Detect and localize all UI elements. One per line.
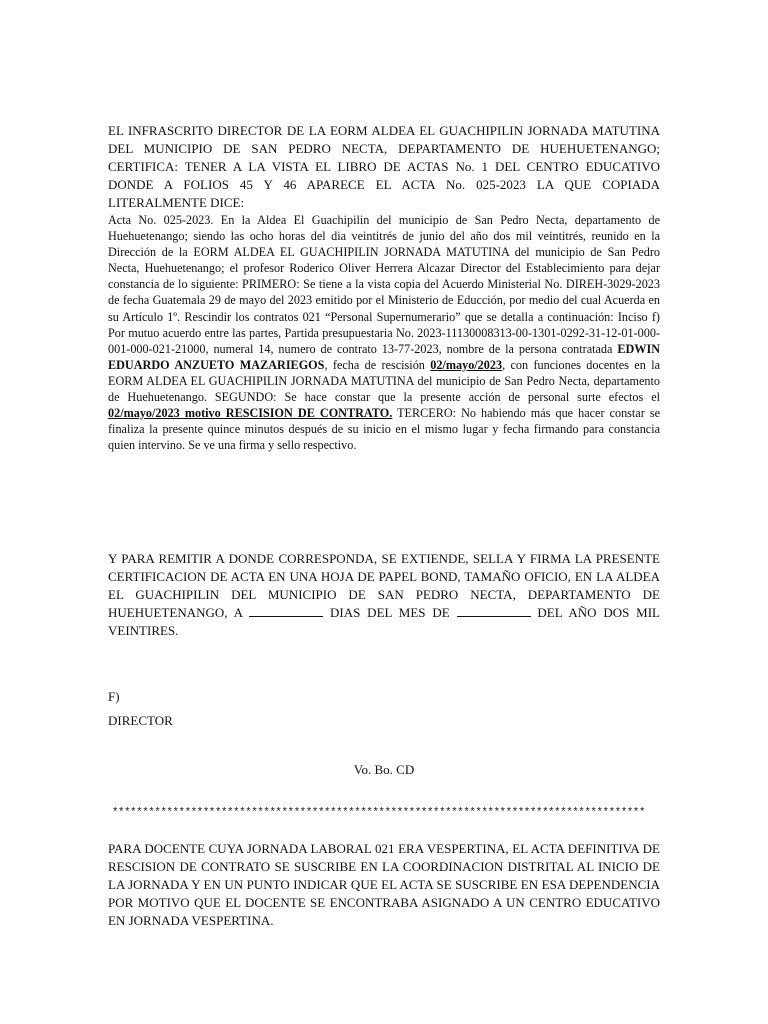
- vobo-label: Vo. Bo. CD: [353, 762, 415, 777]
- remitir-text-part-3: DEL AÑO DOS MIL VEINTIRES.: [108, 605, 661, 638]
- effect-date-reason: 02/mayo/2023 motivo RESCISION DE CONTRATO.: [108, 406, 393, 421]
- person-name: EDWIN EDUARDO ANZUETO MAZARIEGOS: [108, 341, 660, 372]
- remitir-text-part-2: DIAS DEL MES DE: [323, 605, 457, 620]
- vespertina-note: PARA DOCENTE CUYA JORNADA LABORAL 021 ERA VESPERTINA, EL ACTA DEFINITIVA DE RESCISION DE CONTRATO SE SUSCRIBE EN LA COORDINACION DISTRITAL AL INICIO DE LA JORNADA Y EN UN PUNTO INDICAR QUE EL ACTA SE SUSCRIBE EN ESA DEPENDENCIA POR MOTIVO QUE EL DOCENTE SE ENCONTRABA ASIGNADO A UN CENTRO EDUCATIVO EN JORNADA VESPERTINA.: [108, 841, 660, 928]
- remitir-text-part-1: Y PARA REMITIR A DONDE CORRESPONDA, SE EXTIENDE, SELLA Y FIRMA LA PRESENTE CERTIFICACION DE ACTA EN UNA HOJA DE PAPEL BOND, TAMAÑO OFICIO, EN LA ALDEA EL GUACHIPILIN DEL MUNICIPIO DE SAN PEDRO NECTA, DEPARTAMENTO DE HUEHUETENANGO, A: [108, 551, 660, 620]
- rescission-date: 02/mayo/2023: [430, 357, 503, 372]
- acta-text-part-2: , fecha de rescisión: [324, 357, 431, 372]
- acta-transcription: [108, 212, 660, 453]
- certification-header: EL INFRASCRITO DIRECTOR DE LA EORM ALDEA EL GUACHIPILIN JORNADA MATUTINA DEL MUNICIPIO DE SAN PEDRO NECTA, DEPARTAMENTO DE HUEHUETENANGO; CERTIFICA: TENER A LA VISTA EL LIBRO DE ACTAS No. 1 DEL CENTRO EDUCATIVO DONDE A FOLIOS 45 Y 46 APARECE EL ACTA No. 025-2023 LA QUE COPIADA LITERALMENTE DICE:: [108, 123, 660, 210]
- acta-text-part-3: , con funciones docentes en la EORM ALDEA EL GUACHIPILIN JORNADA MATUTINA del municipio de San Pedro Necta, departamento de Huehuetenango. SEGUNDO: Se hace constar que la presente acción de personal surte efectos el: [108, 357, 660, 405]
- day-blank-line: [249, 604, 323, 617]
- director-label: DIRECTOR: [108, 713, 173, 728]
- signature-f-label: F): [108, 689, 120, 704]
- acta-text-part-4: TERCERO: No habiendo más que hacer constar se finaliza la presente quince minutos después de su inicio en el mismo lugar y fecha firmando para constancia quien intervino. Se ve una firma y sello respectivo.: [108, 406, 660, 453]
- month-blank-line: [457, 604, 531, 617]
- asterisk-separator: ****************************************************************************************: [112, 807, 646, 819]
- acta-text-part-1: Acta No. 025-2023. En la Aldea El Guachipilin del municipio de San Pedro Necta, departamento de Huehuetenango; siendo las ocho horas del dia veintitrés de junio del año dos mil veintitrés, reunido en la Dirección de la EORM ALDEA EL GUACHIPILIN JORNADA MATUTINA del municipio de San Pedro Necta, Huehuetenango; el profesor Roderico Oliver Herrera Alcazar Director del Establecimiento para dejar constancia de lo siguiente: PRIMERO: Se tiene a la vista copia del Acuerdo Ministerial No. DIREH-3029-2023 de fecha Guatemala 29 de mayo del 2023 emitido por el Ministerio de Educción, por medio del cual Acuerda en su Artículo 1º. Rescindir los contratos 021 “Personal Supernumerario” que se detalla a continuación: Inciso f) Por mutuo acuerdo entre las partes, Partida presupuestaria No. 2023-11130008313-00-1301-0292-31-12-01-000-001-000-021-21000, numeral 14, numero de contrato 13-77-2023, nombre de la persona contratada: [108, 213, 660, 356]
- remitir-paragraph: [108, 550, 660, 640]
